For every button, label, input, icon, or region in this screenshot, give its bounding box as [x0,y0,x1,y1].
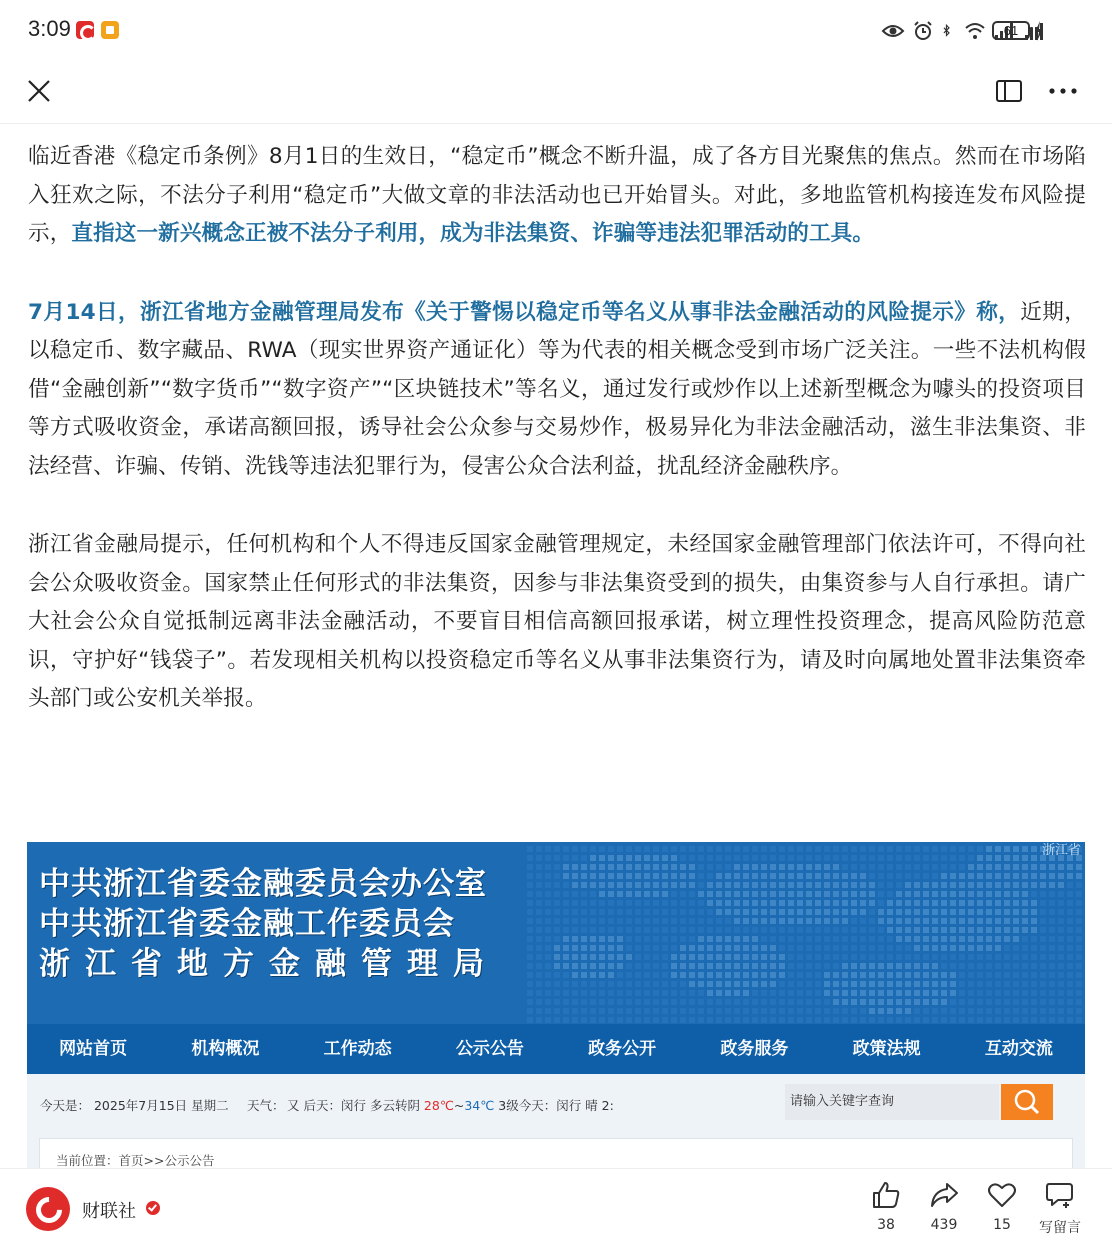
website-nav-item: 政策法规 [852,1039,921,1059]
website-nav [27,1024,1085,1074]
paragraph-1-highlight: 直指这一新兴概念正被不法分子利用，成为非法集资、诈骗等违法犯罪活动的工具。 [71,221,875,246]
wifi-icon [964,21,986,41]
weather-sep: ~ [453,1098,465,1113]
comment-button[interactable] [1030,1181,1090,1237]
more-options-icon[interactable] [1047,80,1079,102]
banner-corner-text: 浙江省 [1041,843,1081,858]
heart-icon [987,1181,1017,1209]
comment-label: 写留言 [1039,1220,1081,1236]
search-icon [1001,1084,1053,1120]
paragraph-1-text: 临近香港《稳定币条例》8月1日的生效日，“稳定币”概念不断升温，成了各方目光聚焦的焦点。然而在市场陷入狂欢之际，不法分子利用“稳定币”大做文章的非法活动也已开始冒头。对此，多地监管机构接连发布风险提示， [28,144,1086,246]
website-nav-item: 互动交流 [984,1039,1053,1059]
weather-ticker [287,1096,614,1114]
website-nav-item: 政务公开 [588,1039,657,1059]
banner-title-1: 中共浙江省委金融委员会办公室 [39,866,487,902]
website-nav-item: 公示公告 [455,1039,524,1059]
cls-logo[interactable] [26,1187,70,1231]
like-button[interactable] [856,1181,916,1233]
minimize-window-icon[interactable] [995,79,1023,103]
charging-icon [1033,20,1045,42]
like-count: 38 [877,1217,895,1233]
alarm-icon [912,21,934,41]
top-nav [0,62,1112,124]
share-button[interactable] [914,1181,974,1233]
weather-prefix: 又 后天：闵行 多云转阴 [287,1098,424,1113]
weather-high: 28℃ [423,1098,454,1113]
article-body [28,138,1086,719]
paragraph-2-highlight: 7月14日，浙江省地方金融管理局发布《关于警惕以稳定币等名义从事非法金融活动的风险提示》称， [28,299,1021,325]
website-nav-item: 政务服务 [720,1039,789,1059]
website-info-bar [27,1074,1085,1168]
cls-app-notification-icon [76,21,94,39]
comment-icon [1045,1181,1075,1209]
website-nav-item: 工作动态 [323,1039,392,1059]
author-name[interactable]: 财联社 [82,1201,136,1222]
banner-title-2: 中共浙江省委金融工作委员会 [39,906,455,942]
share-icon [929,1181,959,1209]
website-banner [27,842,1085,1024]
favorite-count: 15 [993,1217,1011,1233]
paragraph-2-text: 近期，以稳定币、数字藏品、RWA（现实世界资产通证化）等为代表的相关概念受到市场广泛关注。一些不法机构假借“金融创新”“数字货币”“数字资产”“区块链技术”等名义，通过发行或炒作以上述新型概念为噱头的投资项目等方式吸收资金，承诺高额回报，诱导社会公众参与交易炒作，极易异化为非法金融活动，滋生非法集资、非法经营、诈骗、传销、洗钱等违法犯罪行为，侵害公众合法利益，扰乱经济金融秩序。 [28,299,1086,479]
paragraph-2 [28,294,1086,487]
status-bar [0,0,1112,62]
website-search-button [1001,1084,1053,1120]
bottom-bar [0,1168,1112,1248]
share-count: 439 [930,1217,958,1233]
battery-indicator: 61 [992,21,1030,40]
favorite-button[interactable] [972,1181,1032,1233]
status-time: 3:09 [28,16,71,41]
eye-icon [882,21,904,41]
breadcrumb: 当前位置：首页>>公示公告 [56,1153,215,1168]
banner-title-3: 浙江省地方金融管理局 [39,946,499,982]
paragraph-3: 浙江省金融局提示，任何机构和个人不得违反国家金融管理规定，未经国家金融管理部门依法许可，不得向社会公众吸收资金。国家禁止任何形式的非法集资，因参与非法集资受到的损失，由集资参与人自行承担。请广大社会公众自觉抵制远离非法金融活动，不要盲目相信高额回报承诺，树立理性投资理念，提高风险防范意识，守护好“钱袋子”。若发现相关机构以投资稳定币等名义从事非法集资行为，请及时向属地处置非法集资牵头部门或公安机关举报。 [28,532,1086,711]
website-date: 今天是： 2025年7月15日 星期二 [40,1098,229,1113]
weather-suffix: 3级今天：闵行 晴 2: [494,1098,614,1113]
embedded-website-image[interactable] [27,842,1085,1168]
bluetooth-icon [942,21,956,41]
verified-badge-icon [146,1201,160,1215]
website-search-input: 请输入关键字查询 [785,1084,999,1120]
website-nav-item: 网站首页 [59,1039,128,1059]
close-icon[interactable] [26,78,52,104]
thumbs-up-icon [871,1181,901,1209]
paragraph-1 [28,138,1086,254]
weather-label: 天气： [247,1098,285,1113]
website-nav-item: 机构概况 [191,1039,260,1059]
weather-low: 34℃ [464,1098,495,1113]
app-notification-icon [101,21,119,39]
